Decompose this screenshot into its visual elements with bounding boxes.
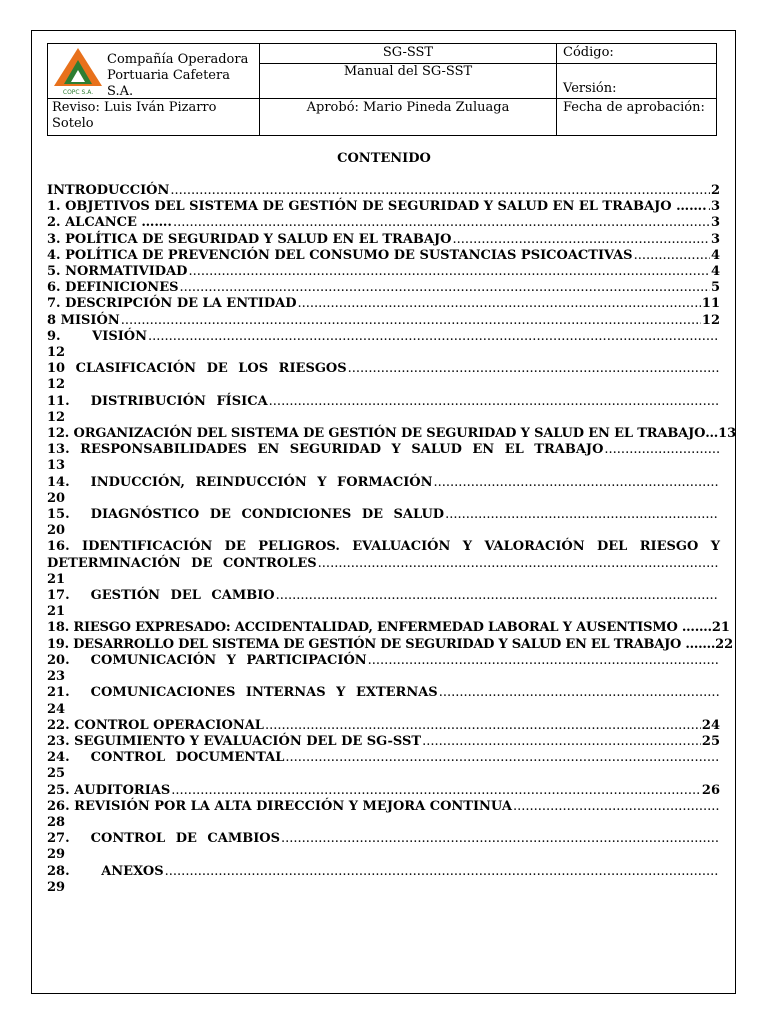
toc-entry[interactable]: 2. ALCANCE ……. ..... 3	[47, 215, 720, 231]
toc-entry[interactable]: 22. CONTROL OPERACIONAL ..... 24	[47, 718, 720, 734]
code-label: Código:	[563, 45, 614, 60]
toc-entry[interactable]: 26. REVISIÓN POR LA ALTA DIRECCIÓN Y MEJORA CONTINUA ..... 28	[47, 799, 720, 831]
approval-date-label: Fecha de aprobación:	[563, 100, 705, 115]
logo-cell	[48, 44, 259, 98]
company-logo-icon	[52, 46, 104, 96]
toc-entry[interactable]: 10 CLASIFICACIÓN DE LOS RIESGOS ..... 12	[47, 361, 720, 393]
toc-entry[interactable]: 18. RIESGO EXPRESADO: ACCIDENTALIDAD, ENFERMEDAD LABORAL Y AUSENTISMO ……. 21	[47, 620, 730, 636]
approved-by: Aprobó: Mario Pineda Zuluaga	[306, 100, 510, 115]
toc-entry[interactable]: INTRODUCCIÓN ..... 2	[47, 183, 720, 199]
toc-entry[interactable]: 25. AUDITORIAS ..... 26	[47, 783, 720, 799]
toc-entry[interactable]: 3. POLÍTICA DE SEGURIDAD Y SALUD EN EL TRABAJO ..... 3	[47, 232, 720, 248]
toc-entry[interactable]: 6. DEFINICIONES ..... 5	[47, 280, 720, 296]
system-cell: SG-SST	[382, 45, 434, 60]
toc-entry[interactable]: 1. OBJETIVOS DEL SISTEMA DE GESTIÓN DE SEGURIDAD Y SALUD EN EL TRABAJO ……. ..... 3	[47, 199, 720, 215]
toc-entry[interactable]: 15. DIAGNÓSTICO DE CONDICIONES DE SALUD ..... 20	[47, 507, 720, 539]
svg-text:COPC S.A.: COPC S.A.	[62, 89, 94, 96]
toc-entry[interactable]: 8 MISIÓN ..... 12	[47, 313, 720, 329]
toc-entry[interactable]: 24. CONTROL DOCUMENTAL ..... 25	[47, 750, 720, 782]
manual-cell: Manual del SG-SST	[343, 64, 473, 79]
document-header-table	[47, 43, 717, 136]
contents-title: CONTENIDO	[337, 151, 431, 166]
reviewed-by	[52, 100, 257, 132]
toc-entry[interactable]: 27. CONTROL DE CAMBIOS ..... 29	[47, 831, 720, 863]
reviewed-by-line: Sotelo	[52, 116, 94, 131]
toc-entry[interactable]: 23. SEGUIMIENTO Y EVALUACIÓN DEL DE SG-SST ..... 25	[47, 734, 720, 750]
company-name	[107, 52, 259, 100]
version-label: Versión:	[563, 81, 617, 96]
toc-entry[interactable]: 14. INDUCCIÓN, REINDUCCIÓN Y FORMACIÓN ..... 20	[47, 475, 720, 507]
toc-entry[interactable]: 4. POLÍTICA DE PREVENCIÓN DEL CONSUMO DE SUSTANCIAS PSICOACTIVAS ..... 4	[47, 248, 720, 264]
divider	[556, 44, 557, 135]
toc-entry[interactable]: 16. IDENTIFICACIÓN DE PELIGROS. EVALUACIÓN Y VALORACIÓN DEL RIESGO Y DETERMINACIÓN DE CONTROLES ..... 21	[47, 539, 720, 588]
toc-entry[interactable]: 9. VISIÓN ..... 12	[47, 329, 720, 361]
company-name-line: Compañía Operadora	[107, 52, 249, 67]
table-of-contents	[47, 183, 737, 896]
toc-entry[interactable]: 20. COMUNICACIÓN Y PARTICIPACIÓN ..... 23	[47, 653, 720, 685]
toc-entry[interactable]: 7. DESCRIPCIÓN DE LA ENTIDAD ..... 11	[47, 296, 720, 312]
toc-entry[interactable]: 5. NORMATIVIDAD ..... 4	[47, 264, 720, 280]
toc-entry[interactable]: 21. COMUNICACIONES INTERNAS Y EXTERNAS ..... 24	[47, 685, 720, 717]
company-name-line: Portuaria Cafetera S.A.	[107, 68, 230, 99]
toc-entry[interactable]: 28. ANEXOS ..... 29	[47, 864, 720, 896]
toc-entry[interactable]: 12. ORGANIZACIÓN DEL SISTEMA DE GESTIÓN DE SEGURIDAD Y SALUD EN EL TRABAJO… 13	[47, 426, 737, 442]
toc-entry[interactable]: 19. DESARROLLO DEL SISTEMA DE GESTIÓN DE SEGURIDAD Y SALUD EN EL TRABAJO ……. 22	[47, 636, 734, 652]
toc-entry[interactable]: 13. RESPONSABILIDADES EN SEGURIDAD Y SALUD EN EL TRABAJO ..... 13	[47, 442, 720, 474]
toc-entry[interactable]: 11. DISTRIBUCIÓN FÍSICA ..... 12	[47, 394, 720, 426]
toc-entry[interactable]: 17. GESTIÓN DEL CAMBIO ..... 21	[47, 588, 720, 620]
reviewed-by-line: Reviso: Luis Iván Pizarro	[52, 100, 217, 115]
